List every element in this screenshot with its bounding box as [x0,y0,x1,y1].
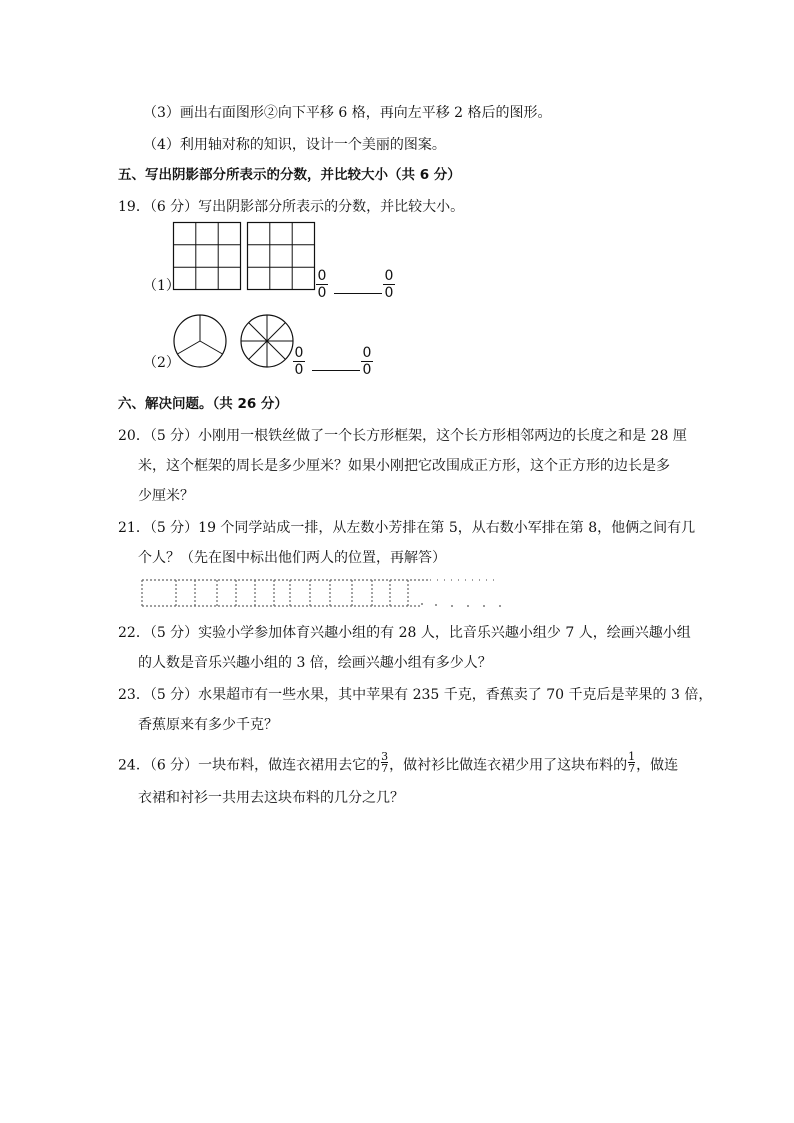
blank-fraction-2b: 0 0 [362,345,372,378]
fraction-three-sevenths: $\frac{3}{7}$ [381,750,389,775]
q23-line2: 香蕉原来有多少千克？ [138,717,278,733]
section-5-heading: 五、写出阴影部分所表示的分数，并比较大小（共 6 分） [118,167,461,183]
circle-figure-right [240,314,294,368]
blank-fraction-1a: 0 0 [317,268,327,301]
q22-line2: 的人数是音乐兴趣小组的 3 倍，绘画兴趣小组有多少人？ [138,655,492,671]
q24-text-c: ，做连 [636,757,679,774]
q23-line1: 23．（5 分）水果超市有一些水果，其中苹果有 235 千克，香蕉卖了 70 千克后是苹果的 3 倍， [118,687,713,703]
q18-part3: （3）画出右面图形②向下平移 6 格，再向左平移 2 格后的图形。 [143,105,552,121]
compare-blank-2 [312,370,360,371]
q20-line2: 米，这个框架的周长是多少厘米？如果小刚把它改围成正方形，这个正方形的边长是多 [138,458,670,474]
q24-text-b: ，做衬衫比做连衣裙少用了这块布料的 [389,757,628,774]
blank-fraction-2a: 0 0 [294,345,304,378]
grid-figure-left [173,222,241,290]
q19-part1-label: （1） [143,278,180,294]
q19-text: 19．（6 分）写出阴影部分所表示的分数，并比较大小。 [118,199,465,215]
q20-line3: 少厘米？ [138,488,194,504]
fraction-one-seventh: $\frac{1}{7}$ [628,750,636,775]
section-6-heading: 六、解决问题。（共 26 分） [118,396,288,412]
q20-line1: 20．（5 分）小刚用一根铁丝做了一个长方形框架，这个长方形相邻两边的长度之和是 28 厘 [118,428,687,444]
grid-figure-right [247,222,315,290]
q21-line2: 个人？（先在图中标出他们两人的位置，再解答） [138,550,446,566]
q18-part4: （4）利用轴对称的知识，设计一个美丽的图案。 [143,137,446,153]
students-row-figure [140,578,510,610]
compare-blank-1 [334,293,382,294]
q24-text-a: 24．（6 分）一块布料，做连衣裙用去它的 [118,757,381,774]
q24-line1 [118,750,679,777]
q22-line1: 22．（5 分）实验小学参加体育兴趣小组的有 28 人，比音乐兴趣小组少 7 人，绘画兴趣小组 [118,625,691,641]
circle-figure-left [173,314,227,368]
blank-fraction-1b: 0 0 [384,268,394,301]
q24-line2: 衣裙和衬衫一共用去这块布料的几分之几？ [138,790,404,806]
q19-part2-label: （2） [143,355,180,371]
q21-line1: 21．（5 分）19 个同学站成一排，从左数小芳排在第 5，从右数小军排在第 8，他俩之间有几 [118,520,696,536]
